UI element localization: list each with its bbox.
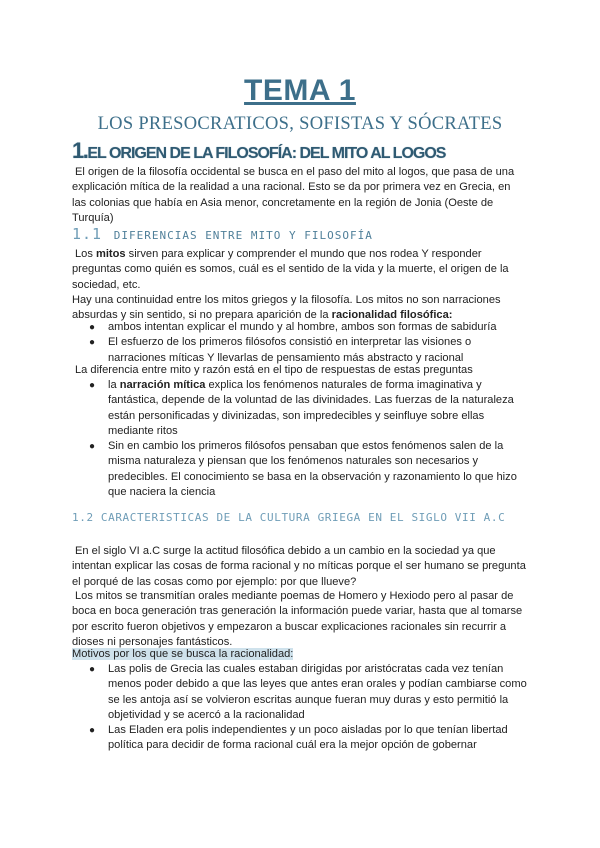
list-item (72, 662, 527, 723)
section-1-2-paragraph-2: Los mitos se transmitían orales mediante poemas de Homero y Hexiodo pero al pasar de boca en boca generación tras generación la información puede variar, hasta que al tomarse por escrito fueron objetivos y empezaron a buscar explicaciones racionales sin recurrir a dioses ni personajes fantásticos. (72, 590, 523, 648)
list-item (72, 320, 527, 335)
section-1-heading (72, 138, 445, 164)
section-1-heading-text: EL ORIGEN DE LA FILOSOFÍA: DEL MITO AL LOGOS (87, 145, 446, 162)
p1-post: sirven para explicar y comprender el mundo que nos rodea Y responder preguntas como quién es somos, cuál es el sentido de la vida y la muerte, el origen de la sociedad, etc. (72, 248, 509, 291)
bullet-icon: ● (89, 664, 96, 675)
section-1-2-paragraph-1: En el siglo VI a.C surge la actitud filosófica debido a un cambio en la sociedad ya que intentan explicar las cosas de forma racional y no míticas porque el ser humano se pregunta el porqué de las cosas como por ejemplo: por que llueve? (72, 545, 526, 588)
bullet-icon: ● (89, 322, 96, 333)
p2-bold-racionalidad: racionalidad filosófica: (331, 309, 453, 322)
section-1-1-paragraph-3: La diferencia entre mito y razón está en el tipo de respuestas de estas preguntas (75, 364, 473, 376)
highlight-motivos: Motivos por los que se busca la racionalidad: (72, 648, 294, 660)
p2-pre: Hay una continuidad entre los mitos griegos y la filosofía. Los mitos no son narraciones absurdas y sin sentido, si no prepara aparición de la (72, 294, 501, 322)
list-item-text: El esfuerzo de los primeros filósofos consistió en interpretar las visiones o narraciones míticas Y llevarlas de pensamiento más abstracto y racional (108, 336, 472, 364)
bullet-icon: ● (89, 441, 96, 453)
list-item (72, 439, 527, 500)
list-item-text: ambos intentan explicar el mundo y al hombre, ambos son formas de sabiduría (108, 321, 497, 333)
bullet-list-1 (72, 320, 527, 366)
section-1-1-paragraph-1 (72, 247, 527, 293)
section-1-2-heading: 1.2 CARACTERISTICAS DE LA CULTURA GRIEGA EN EL SIGLO VII A.C (72, 511, 506, 524)
b2-pre: la (108, 379, 120, 391)
b2-bold-narracion: narración mítica (119, 379, 206, 391)
section-1-1-paragraph-2 (72, 293, 527, 324)
section-1-1-number: 1.1 (72, 225, 103, 243)
bullet-icon: ● (89, 725, 96, 737)
list-item (72, 335, 527, 366)
section-1-intro: El origen de la filosofía occidental se busca en el paso del mito al logos, que pasa de una explicación mítica de la realidad a una racional. Esto se da por primera vez en Grecia, en las colonias que había en Asia menor, concretamente en la región de Jonia (Oeste de Turquía) (72, 166, 515, 224)
p1-bold-mitos: mitos (95, 248, 126, 260)
section-1-number: 1. (72, 138, 88, 163)
document-subtitle: LOS PRESOCRATICOS, SOFISTAS Y SÓCRATES (97, 114, 503, 134)
bullet-list-3 (72, 662, 527, 754)
list-item (72, 723, 527, 754)
bullet-icon: ● (89, 380, 96, 391)
list-item-text: Las Eladen era polis independientes y un poco aisladas por lo que tenían libertad política para decidir de forma racional cuál era la mejor opción de gobernar (108, 724, 508, 752)
section-1-1-heading (72, 225, 373, 243)
section-1-1-heading-text: DIFERENCIAS ENTRE MITO Y FILOSOFÍA (113, 229, 373, 242)
b2-post: explica los fenómenos naturales de forma imaginativa y fantástica, depende de la voluntad de las divinidades. Las fuerzas de la naturaleza están personificadas y divinizadas, son impredecibles y seinfluye sobre ellas mediante ritos (108, 379, 514, 437)
p1-pre: Los (75, 248, 96, 260)
bullet-list-2 (72, 378, 527, 500)
list-item-text: Sin en cambio los primeros filósofos pensaban que estos fenómenos salen de la misma naturaleza y piensan que los fenómenos naturales son necesarios y predecibles. El conocimiento se basa en la observación y razonamiento lo que hizo que naciera la ciencia (108, 440, 517, 499)
section-1-2-highlight-line (72, 647, 527, 662)
document-title: TEMA 1 (244, 74, 356, 107)
list-item-text: Las polis de Grecia las cuales estaban dirigidas por aristócratas cada vez tenían menos poder debido a que las leyes que antes eran orales y podían cambiarse como se les antoja así se volvieron escritas aunque fueran muy duras y esto permitió la objetividad y se acercó a la racionalidad (108, 663, 527, 721)
bullet-icon: ● (89, 337, 96, 349)
list-item (72, 378, 527, 439)
